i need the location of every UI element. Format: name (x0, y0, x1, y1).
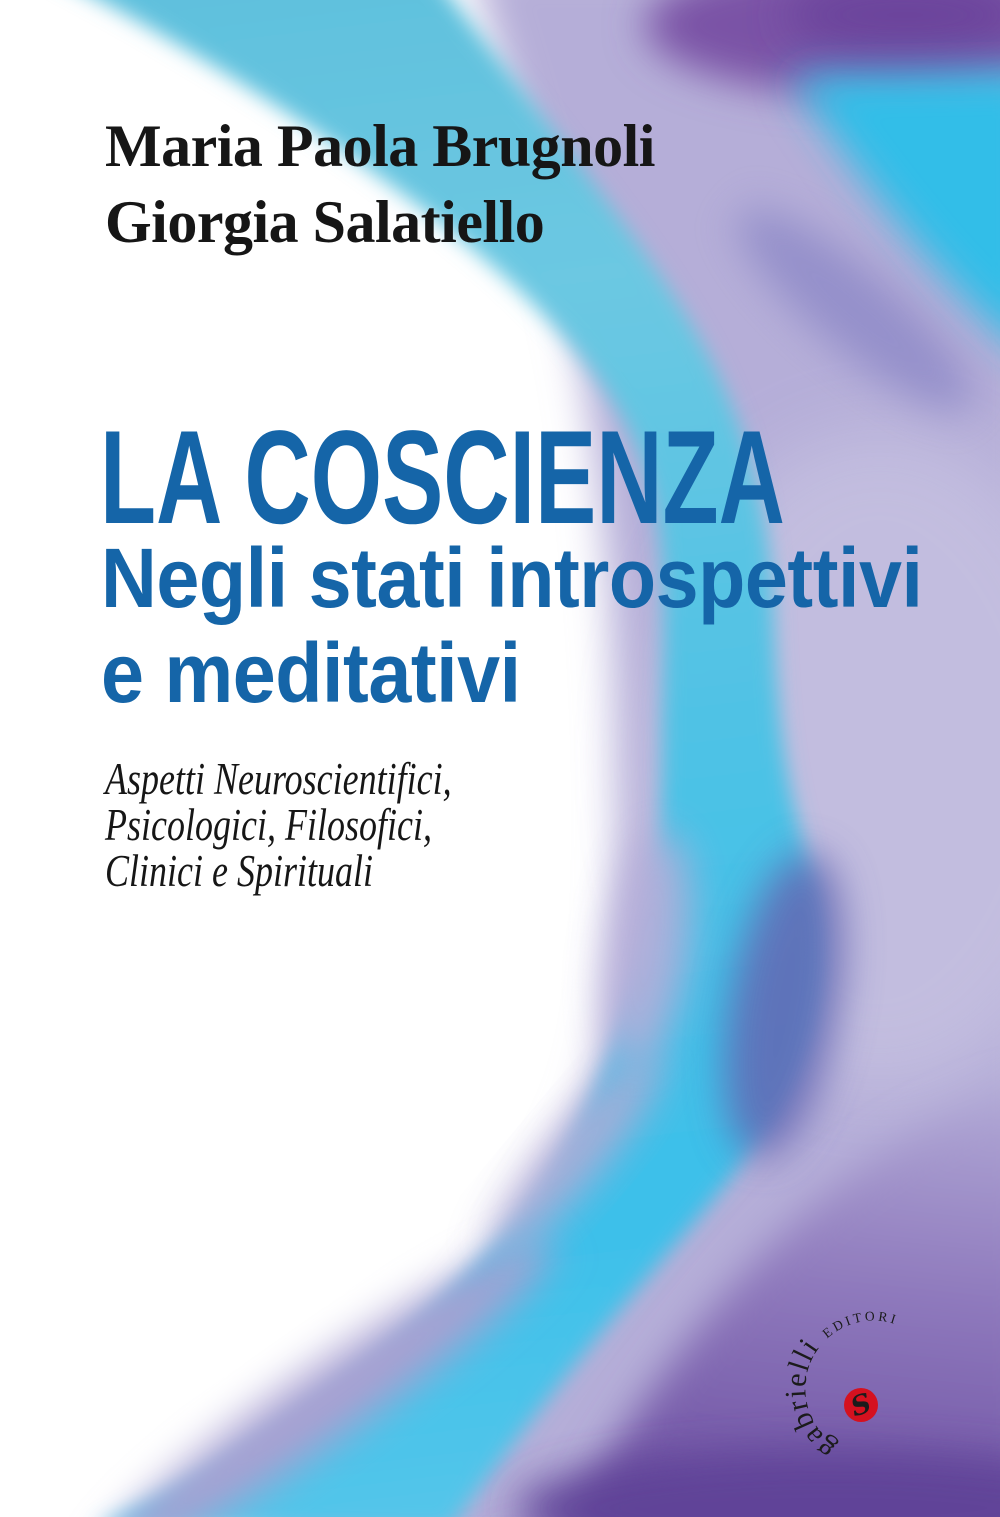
publisher-name-caps-wrap (819, 1308, 900, 1341)
publisher-name-script-wrap (779, 1332, 841, 1467)
publisher-name-script: gabrielli (779, 1331, 842, 1467)
author-name-2: Giorgia Salatiello (105, 189, 545, 255)
author-name-1: Maria Paola Brugnoli (105, 113, 655, 179)
book-subtitle-line-1: Negli stati introspettivi (101, 531, 923, 625)
tagline (105, 756, 452, 894)
tagline-line-3: Clinici e Spirituali (105, 846, 373, 896)
book-title: LA COSCIENZA (100, 404, 785, 552)
tagline-line-1: Aspetti Neuroscientifici, (105, 754, 452, 804)
publisher-logo (752, 1282, 992, 1517)
author-names (105, 108, 655, 260)
publisher-name-caps: EDITORI (819, 1308, 901, 1342)
publisher-logo-monogram-icon: S (847, 1387, 876, 1424)
tagline-line-2: Psicologici, Filosofici, (105, 800, 432, 850)
book-subtitle (101, 531, 923, 721)
book-subtitle-line-2: e meditativi (101, 626, 521, 720)
